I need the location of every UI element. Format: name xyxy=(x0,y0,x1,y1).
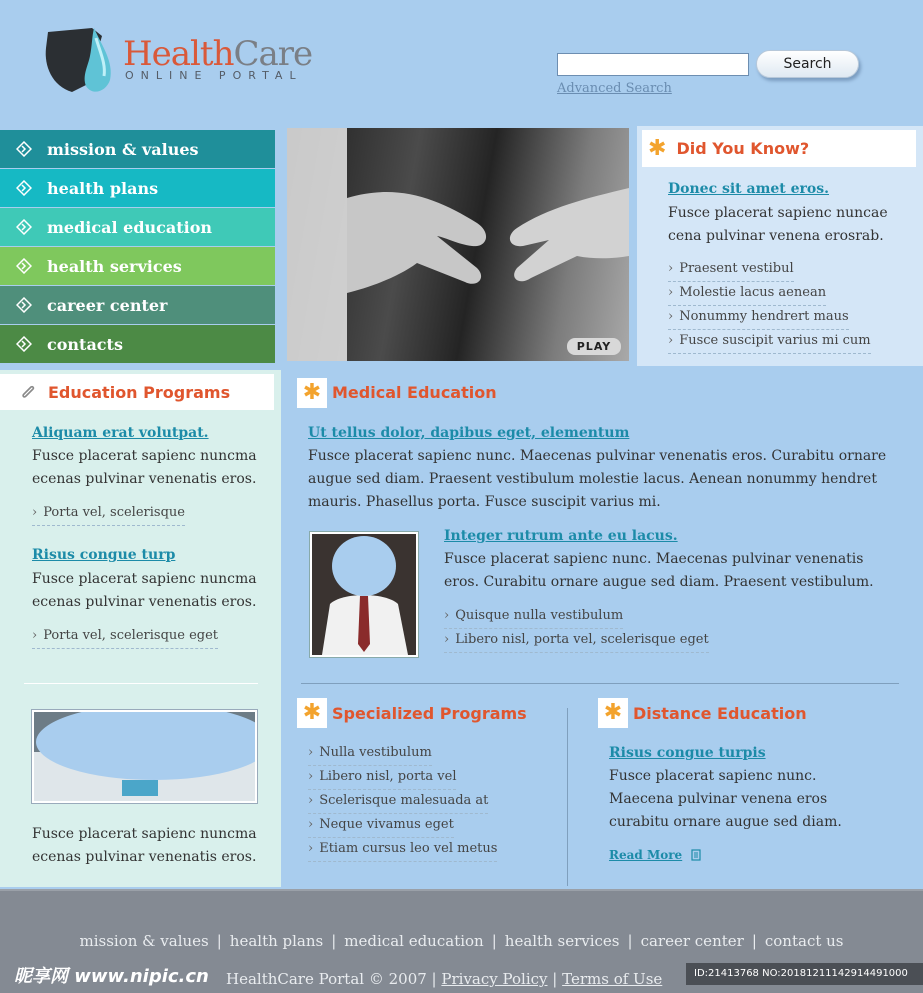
education-link-2[interactable]: Risus congue turp xyxy=(32,547,176,563)
document-icon xyxy=(690,849,702,861)
medical-list xyxy=(444,605,709,653)
main-nav xyxy=(0,130,275,364)
nav-item-mission-values[interactable] xyxy=(0,130,275,168)
footer-link-health-services[interactable]: health services xyxy=(504,932,620,950)
list-item[interactable]: › Porta vel, scelerisque xyxy=(32,502,185,526)
logo-icon xyxy=(42,26,116,96)
terms-of-use-link[interactable]: Terms of Use xyxy=(562,970,663,988)
list-item[interactable]: › Libero nisl, porta vel xyxy=(308,766,456,790)
watermark-right: ID:21413768 NO:20181211142914491000 xyxy=(686,963,923,985)
nav-item-contacts[interactable] xyxy=(0,325,275,363)
list-item[interactable]: › Quisque nulla vestibulum xyxy=(444,605,623,629)
advanced-search-link[interactable]: Advanced Search xyxy=(557,81,672,96)
footer-copyright xyxy=(226,970,662,988)
read-more-link[interactable] xyxy=(609,848,702,862)
education-photo[interactable] xyxy=(31,709,258,804)
footer-separator: | xyxy=(627,932,633,950)
footer-link-mission-values[interactable]: mission & values xyxy=(79,932,209,950)
diamond-arrow-icon xyxy=(16,180,32,196)
search-button[interactable]: Search xyxy=(756,50,859,78)
nav-label: medical education xyxy=(47,217,213,237)
paperclip-icon xyxy=(20,384,36,400)
distance-text: Fusce placerat sapienc nunc. Maecena pulvinar venena eros curabitu ornare augue sed diam. xyxy=(609,768,842,830)
search-input[interactable] xyxy=(557,53,749,76)
medical-education-title: Medical Education xyxy=(332,383,497,402)
logo-title[interactable] xyxy=(123,36,312,72)
privacy-policy-link[interactable]: Privacy Policy xyxy=(441,970,548,988)
list-item[interactable]: › Scelerisque malesuada at xyxy=(308,790,488,814)
education-text-1: Fusce placerat sapienc nuncma ecenas pulvinar venenatis eros. xyxy=(32,448,257,487)
list-item[interactable]: › Nonummy hendrert maus xyxy=(668,306,849,330)
education-text-2: Fusce placerat sapienc nuncma ecenas pulvinar venenatis eros. xyxy=(32,571,257,610)
footer-separator: | xyxy=(552,970,558,988)
education-programs-title: Education Programs xyxy=(48,382,231,402)
education-list-1 xyxy=(32,502,185,526)
distance-link[interactable]: Risus congue turpis xyxy=(609,745,766,761)
star-icon: ✱ xyxy=(603,700,623,725)
doctor-image xyxy=(312,534,416,655)
hands-photo xyxy=(287,128,629,361)
list-item[interactable]: › Neque vivamus eget xyxy=(308,814,454,838)
education-programs-panel xyxy=(0,370,281,887)
education-programs-header xyxy=(0,374,274,410)
education-link-1[interactable]: Aliquam erat volutpat. xyxy=(32,425,209,441)
list-item[interactable]: › Etiam cursus leo vel metus xyxy=(308,838,497,862)
nav-label: health plans xyxy=(47,178,159,198)
list-item[interactable]: › Fusce suscipit varius mi cum xyxy=(668,330,871,354)
did-you-know-title: Did You Know? xyxy=(676,139,810,158)
footer-separator: | xyxy=(491,932,497,950)
distance-education-title: Distance Education xyxy=(633,704,807,723)
logo-title-health: Health xyxy=(123,34,234,74)
watermark-left: 昵享网 www.nipic.cn xyxy=(14,966,209,987)
medical-link-1[interactable]: Ut tellus dolor, dapibus eget, elementum xyxy=(308,425,630,441)
specialized-list xyxy=(308,742,497,862)
nav-item-health-plans[interactable] xyxy=(0,169,275,207)
doctors-photo xyxy=(34,712,255,801)
read-more-label: Read More xyxy=(609,848,683,862)
footer-nav xyxy=(0,932,923,950)
star-icon: ✱ xyxy=(302,380,322,405)
nav-label: mission & values xyxy=(47,139,199,159)
vertical-divider xyxy=(567,708,568,886)
footer-separator: | xyxy=(751,932,757,950)
education-bottom-text: Fusce placerat sapienc nuncma ecenas pulvinar venenatis eros. xyxy=(32,826,257,865)
diamond-arrow-icon xyxy=(16,258,32,274)
footer-link-health-plans[interactable]: health plans xyxy=(229,932,324,950)
nav-item-health-services[interactable] xyxy=(0,247,275,285)
list-item[interactable]: › Nulla vestibulum xyxy=(308,742,432,766)
list-item[interactable]: › Molestie lacus aenean xyxy=(668,282,826,306)
diamond-arrow-icon xyxy=(16,336,32,352)
nav-item-career-center[interactable] xyxy=(0,286,275,324)
list-item[interactable]: › Praesent vestibul xyxy=(668,258,794,282)
star-icon: ✱ xyxy=(302,700,322,725)
medical-education-panel xyxy=(287,370,923,887)
nav-label: contacts xyxy=(47,334,123,354)
star-box xyxy=(598,698,628,728)
footer-separator: | xyxy=(331,932,337,950)
diamond-arrow-icon xyxy=(16,219,32,235)
did-you-know-text: Fusce placerat sapienc nuncae cena pulvinar venena erosrab. xyxy=(668,205,888,244)
medical-text-1: Fusce placerat sapienc nunc. Maecenas pulvinar venenatis eros. Curabitu ornare augue sed diam. Praesent vestibulum molestie lacus. Aenean nonummy hendret mauris. Phasellus porta. Fusce suscipit varius mi. xyxy=(308,448,887,510)
copyright-text: HealthCare Portal © 2007 | xyxy=(226,970,437,988)
hero-image[interactable] xyxy=(287,128,629,361)
logo-subtitle: ONLINE PORTAL xyxy=(125,69,303,82)
footer-link-career-center[interactable]: career center xyxy=(640,932,744,950)
nav-item-medical-education[interactable] xyxy=(0,208,275,246)
footer-separator: | xyxy=(216,932,222,950)
star-icon: ✱ xyxy=(648,135,667,161)
list-item[interactable]: › Porta vel, scelerisque eget xyxy=(32,625,218,649)
logo-title-care: Care xyxy=(233,34,313,74)
divider xyxy=(24,683,258,684)
medical-link-2[interactable]: Integer rutrum ante eu lacus. xyxy=(444,528,678,544)
did-you-know-header xyxy=(642,130,916,167)
star-box xyxy=(297,698,327,728)
specialized-programs-title: Specialized Programs xyxy=(332,704,527,723)
divider xyxy=(301,683,899,684)
did-you-know-list xyxy=(668,258,871,354)
diamond-arrow-icon xyxy=(16,297,32,313)
diamond-arrow-icon xyxy=(16,141,32,157)
nav-label: career center xyxy=(47,295,168,315)
nav-label: health services xyxy=(47,256,182,276)
play-button[interactable]: PLAY xyxy=(567,338,621,355)
footer-link-medical-education[interactable]: medical education xyxy=(344,932,484,950)
star-box xyxy=(297,378,327,408)
did-you-know-link[interactable]: Donec sit amet eros. xyxy=(668,181,830,197)
footer-link-contact-us[interactable]: contact us xyxy=(764,932,844,950)
education-list-2 xyxy=(32,625,218,649)
list-item[interactable]: › Libero nisl, porta vel, scelerisque eget xyxy=(444,629,709,653)
medical-text-2: Fusce placerat sapienc nunc. Maecenas pulvinar venenatis eros. Curabitu ornare augue sed diam. Praesent vestibulum. xyxy=(444,551,874,590)
did-you-know-panel xyxy=(637,126,923,366)
doctor-photo[interactable] xyxy=(309,531,419,658)
